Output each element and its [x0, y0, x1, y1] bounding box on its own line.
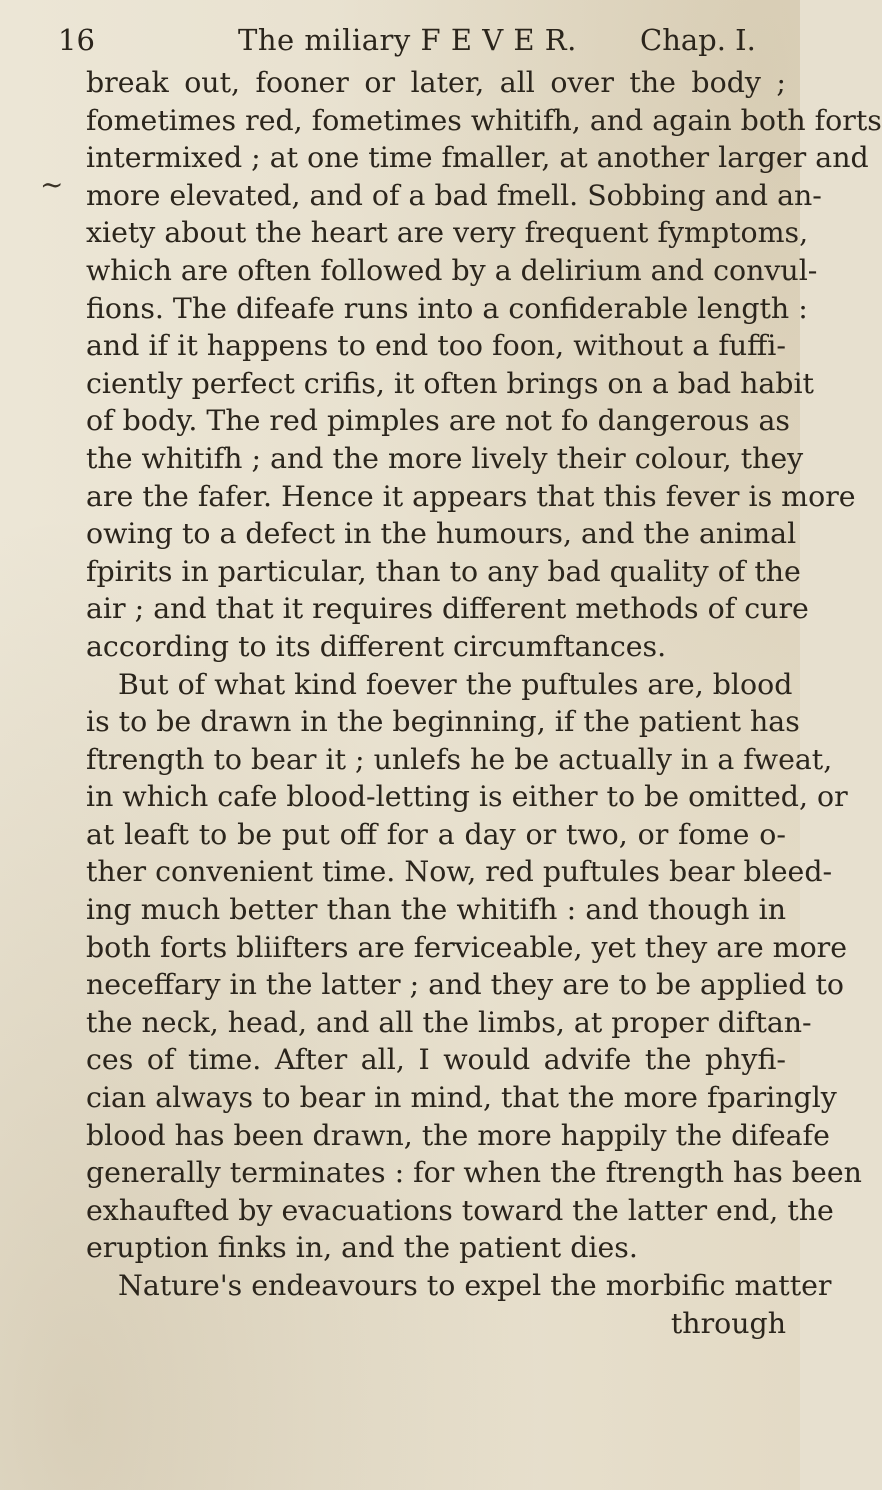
- text-line: through: [670, 1306, 786, 1340]
- text-line: in which cafe blood-letting is either to be omitted, or: [86, 780, 848, 814]
- text-line: But of what kind foever the puftules are, blood: [118, 667, 793, 701]
- text-line: of body. The red pimples are not fo dangerous as: [86, 404, 790, 438]
- margin-mark: ~: [40, 168, 64, 201]
- text-line: owing to a defect in the humours, and the animal: [86, 517, 797, 551]
- text-line: intermixed ; at one time fmaller, at another larger and: [86, 141, 869, 175]
- text-line: generally terminates : for when the ftrength has been: [86, 1156, 862, 1190]
- text-line: ciently perfect crifis, it often brings on a bad habit: [86, 366, 814, 400]
- text-line: ing much better than the whitifh : and though in: [86, 893, 786, 927]
- text-line: both forts bliifters are ferviceable, yet they are more: [86, 930, 848, 964]
- text-line: according to its different circumftances.: [86, 629, 667, 663]
- text-line: fometimes red, fometimes whitifh, and again both forts: [86, 103, 882, 137]
- text-line: the whitifh ; and the more lively their colour, they: [86, 441, 804, 475]
- text-line: blood has been drawn, the more happily the difeafe: [86, 1118, 830, 1152]
- text-line: Nature's endeavours to expel the morbific matter: [118, 1269, 832, 1302]
- text-line: more elevated, and of a bad fmell. Sobbing and an-: [86, 178, 822, 212]
- text-line: at leaft to be put off for a day or two, or fome o-: [86, 817, 786, 851]
- text-line: break out, fooner or later, all over the body ;: [86, 66, 786, 99]
- chapter-label: Chap. I.: [640, 23, 756, 57]
- text-line: fions. The difeafe runs into a confiderable length :: [86, 291, 808, 325]
- page-header: [0, 18, 800, 62]
- page-number: 16: [58, 23, 95, 57]
- text-line: ces of time. After all, I would advife the phyfi-: [86, 1043, 786, 1077]
- text-line: neceffary in the latter ; and they are to be applied to: [86, 968, 844, 1002]
- body-text: [86, 64, 882, 1342]
- text-line: ftrength to bear it ; unlefs he be actually in a fweat,: [86, 742, 833, 776]
- text-line: ther convenient time. Now, red puftules bear bleed-: [86, 855, 833, 889]
- text-line: are the fafer. Hence it appears that this fever is more: [86, 479, 856, 513]
- text-line: is to be drawn in the beginning, if the patient has: [86, 705, 800, 739]
- text-line: and if it happens to end too foon, without a fuffi-: [86, 329, 786, 363]
- text-line: cian always to bear in mind, that the more fparingly: [86, 1081, 837, 1115]
- text-line: air ; and that it requires different methods of cure: [86, 592, 809, 626]
- text-line: xiety about the heart are very frequent fymptoms,: [86, 216, 809, 250]
- running-title: The miliary F E V E R.: [238, 23, 577, 57]
- text-line: exhaufted by evacuations toward the latter end, the: [86, 1193, 834, 1227]
- text-line: the neck, head, and all the limbs, at proper diftan-: [86, 1005, 812, 1039]
- text-line: which are often followed by a delirium and convul-: [86, 253, 818, 287]
- text-line: eruption finks in, and the patient dies.: [86, 1231, 638, 1265]
- text-line: fpirits in particular, than to any bad quality of the: [86, 554, 801, 588]
